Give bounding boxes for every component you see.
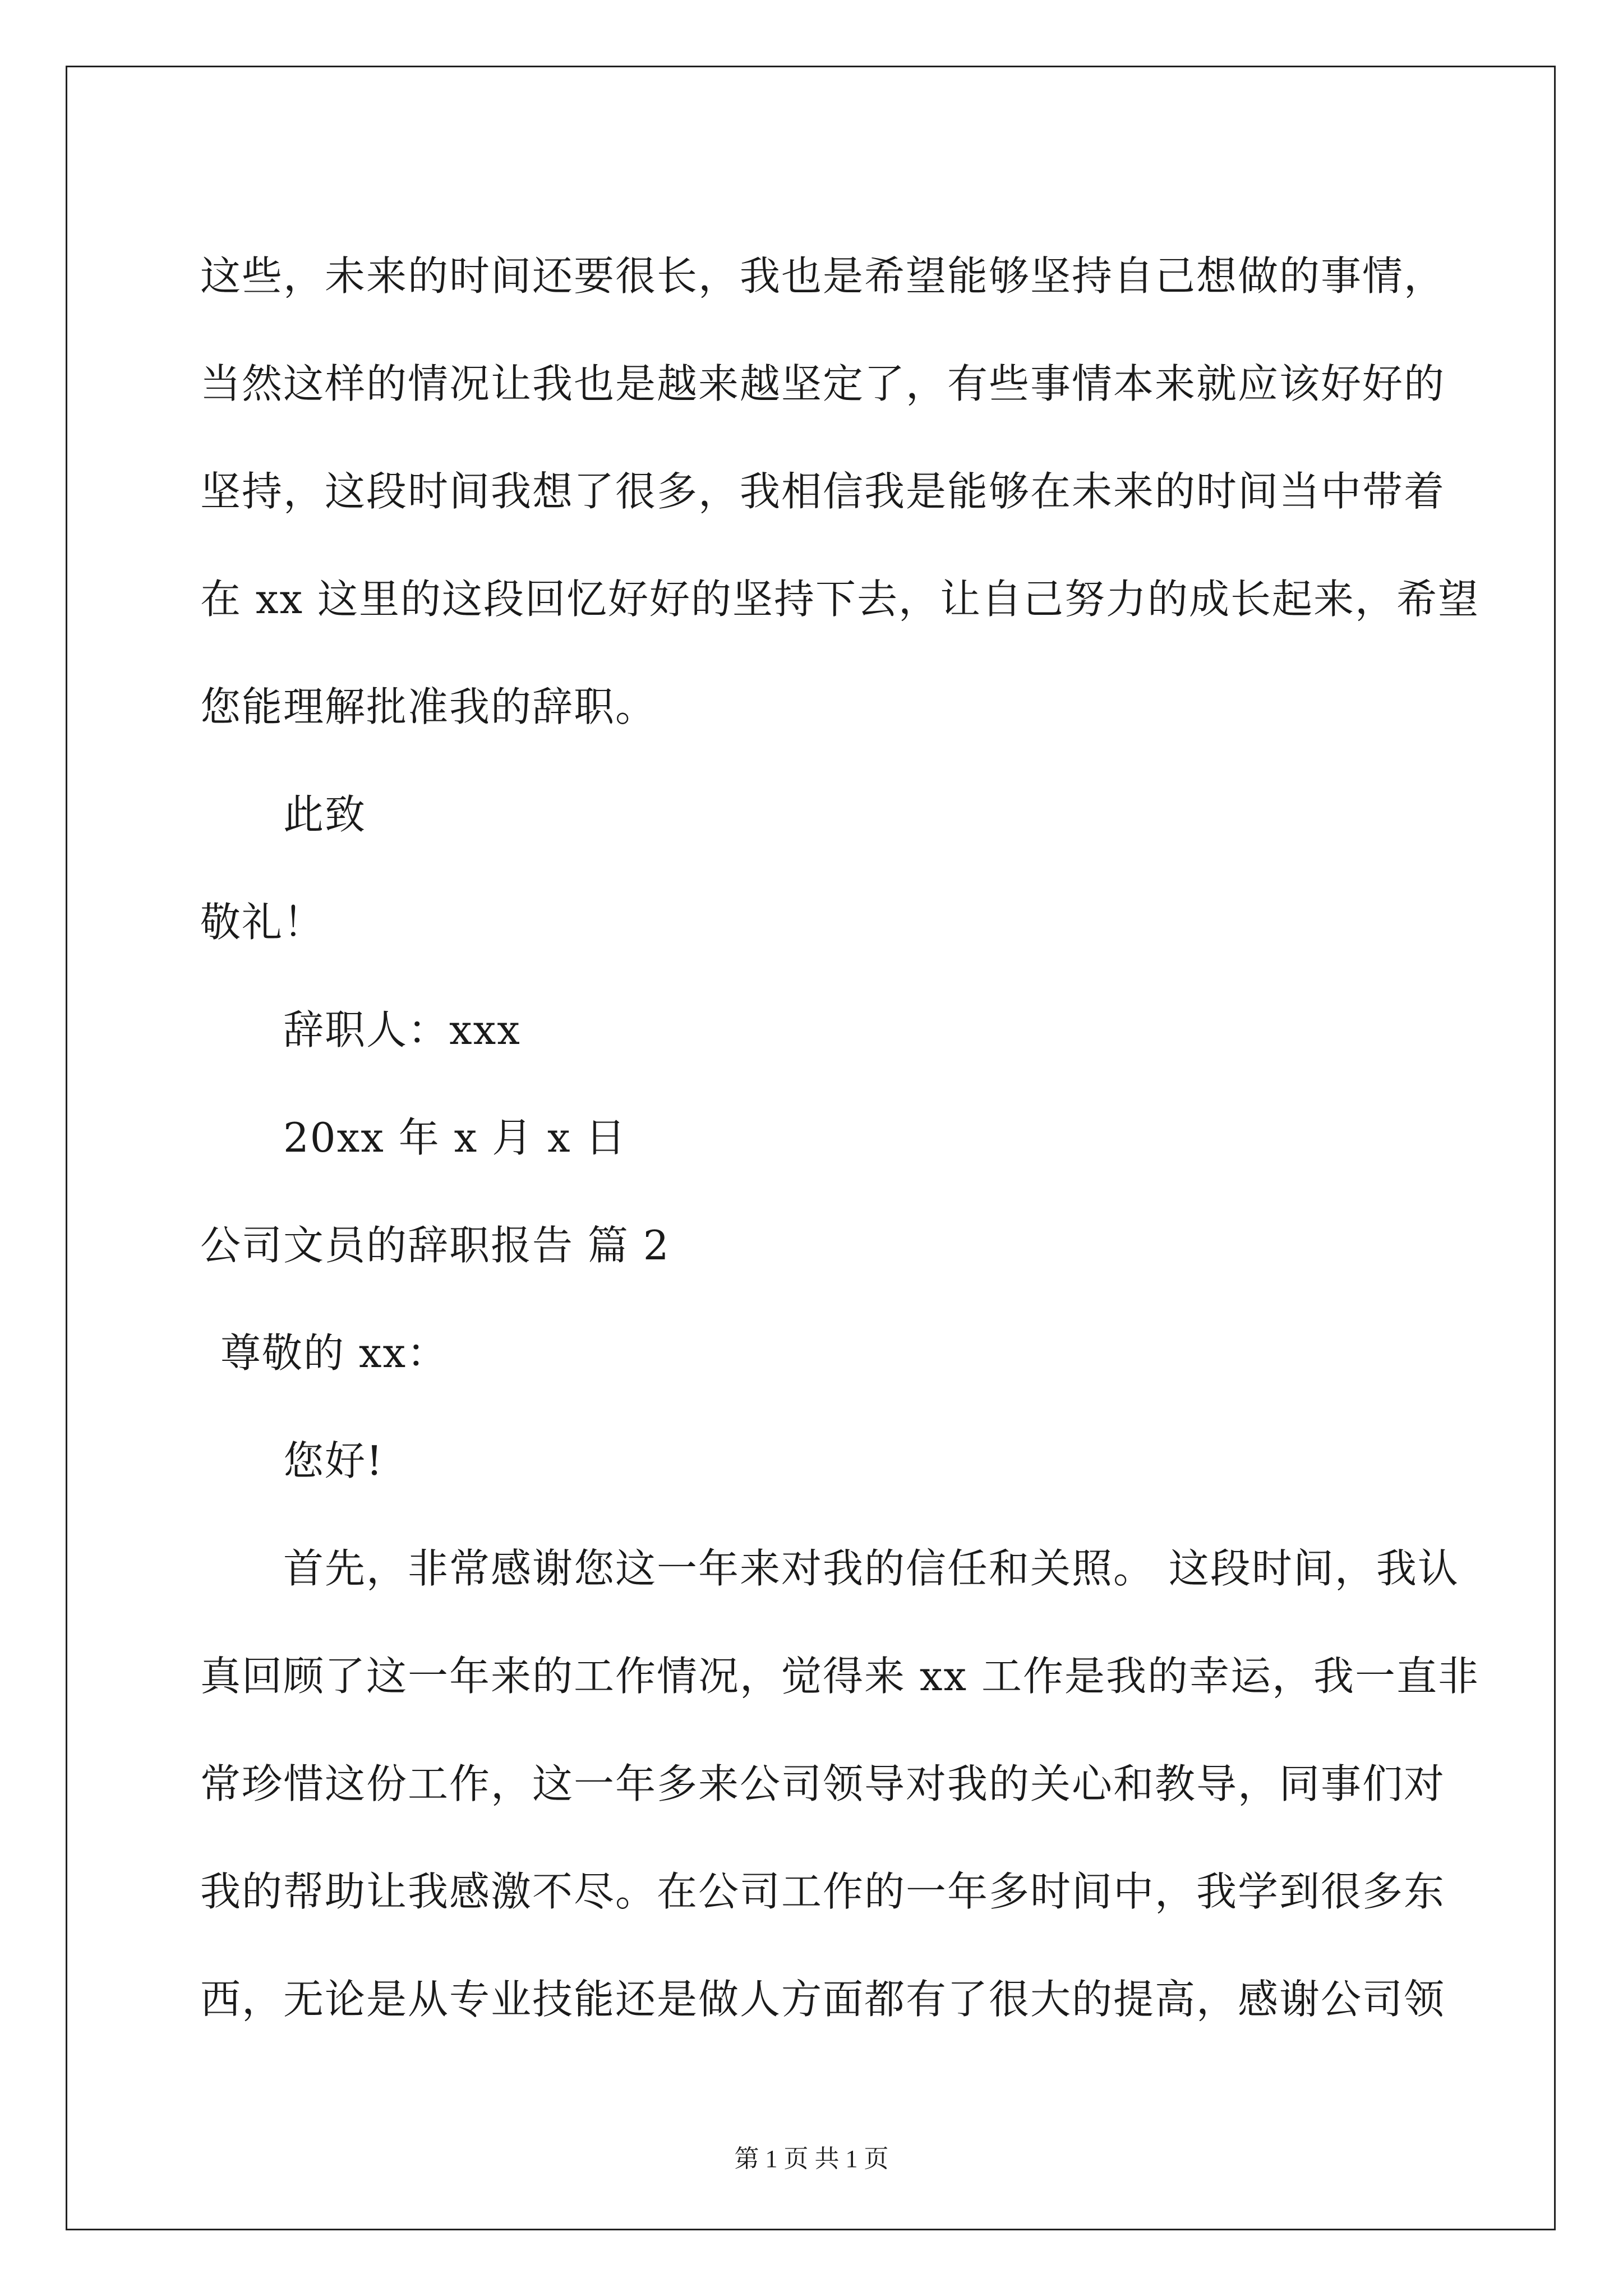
body-line-15: 常珍惜这份工作，这一年多来公司领导对我的关心和教导，同事们对 xyxy=(200,1760,1446,1807)
signature-date: 20xx 年 x 月 x 日 xyxy=(283,1114,627,1161)
body-line-1: 这些，未来的时间还要很长，我也是希望能够坚持自己想做的事情， xyxy=(200,252,1446,300)
greeting: 您好! xyxy=(283,1437,384,1484)
body-line-16: 我的帮助让我感激不尽。在公司工作的一年多时间中，我学到很多东 xyxy=(200,1868,1446,1915)
body-line-2: 当然这样的情况让我也是越来越坚定了，有些事情本来就应该好好的 xyxy=(200,360,1446,407)
section-heading: 公司文员的辞职报告 篇 2 xyxy=(200,1222,670,1269)
body-line-5: 您能理解批准我的辞职。 xyxy=(200,683,657,730)
body-line-14: 真回顾了这一年来的工作情况，觉得来 xx 工作是我的幸运，我一直非 xyxy=(200,1653,1479,1700)
closing-salutation: 此致 xyxy=(283,791,367,838)
letter-salutation: 尊敬的 xx： xyxy=(220,1329,449,1377)
body-line-3: 坚持，这段时间我想了很多，我相信我是能够在未来的时间当中带着 xyxy=(200,468,1446,515)
document-body xyxy=(200,222,1479,2053)
signature-name: 辞职人：xxx xyxy=(283,1006,521,1053)
body-line-4: 在 xx 这里的这段回忆好好的坚持下去，让自己努力的成长起来，希望 xyxy=(200,576,1479,623)
body-line-17: 西，无论是从专业技能还是做人方面都有了很大的提高，感谢公司领 xyxy=(200,1976,1446,2023)
body-line-13: 首先，非常感谢您这一年来对我的信任和关照。 这段时间，我认 xyxy=(283,1545,1459,1592)
page-number-footer: 第 1 页 共 1 页 xyxy=(734,2145,889,2173)
closing-regards: 敬礼！ xyxy=(200,899,325,946)
